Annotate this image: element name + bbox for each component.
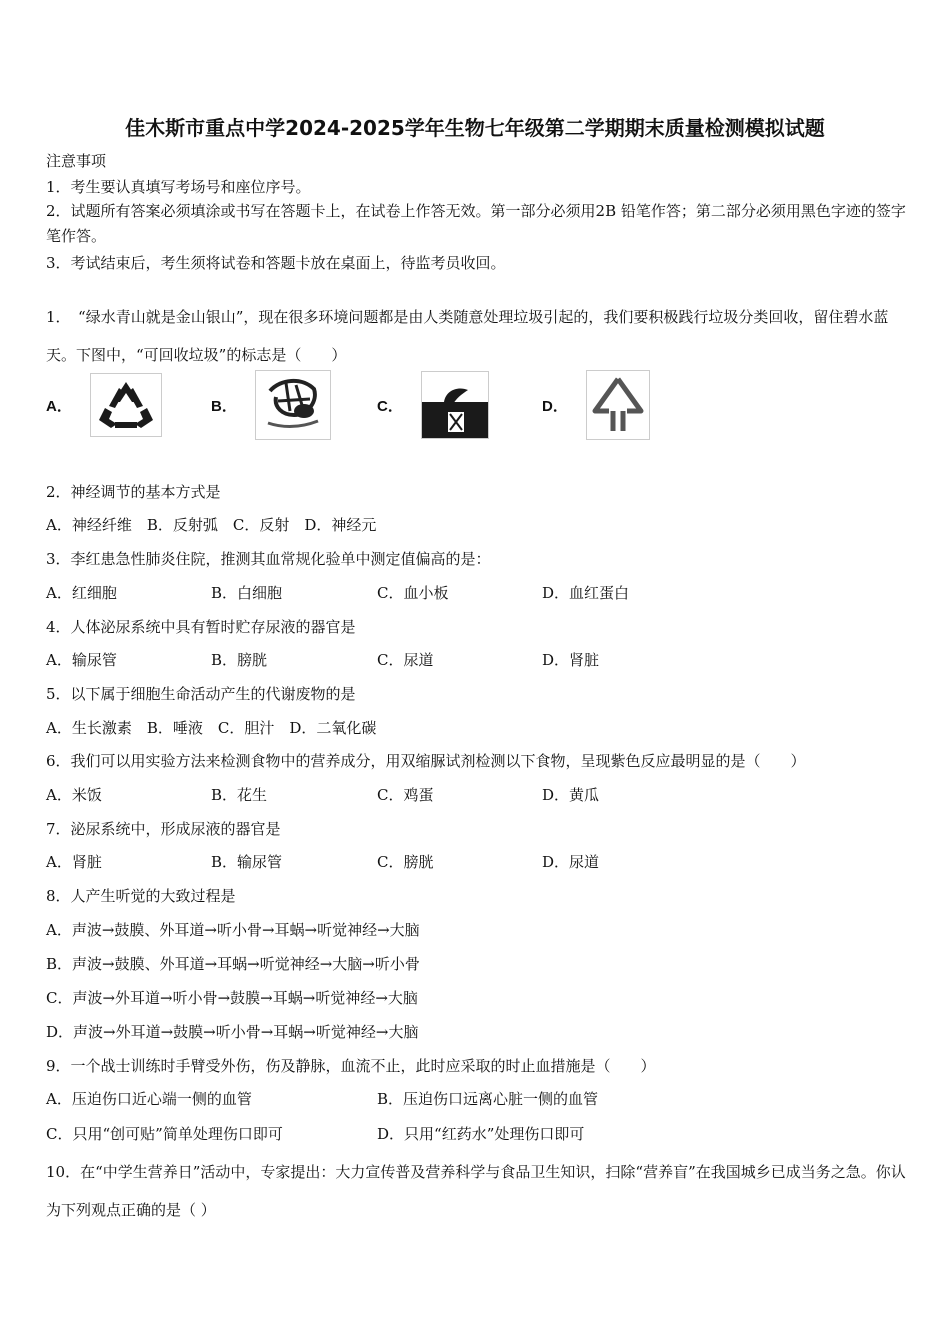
question-1-stem: 1． “绿水青山就是金山银山”，现在很多环境问题都是由人类随意处理垃圾引起的，我们要积极践行垃圾分类回收，留住碧水蓝天。下图中，“可回收垃圾”的标志是（ ） <box>46 308 889 364</box>
question-10-stem: 10．在“中学生营养日”活动中，专家提出：大力宣传普及营养科学与食品卫生知识，扫除“营养盲”在我国城乡已成当务之急。你认为下列观点正确的是（ ） <box>46 1163 906 1219</box>
question-7-option-b[interactable]: B．输尿管 <box>211 853 283 871</box>
question-9-option-c[interactable]: C．只用“创可贴”简单处理伤口即可 <box>46 1125 283 1143</box>
option-c[interactable]: C．反射 <box>232 516 290 534</box>
question-6-option-d[interactable]: D．黄瓜 <box>542 786 600 804</box>
notice-item-2: 2．试题所有答案必须填涂或书写在答题卡上，在试卷上作答无效。第一部分必须用2B 铅笔作答；第二部分必须用黑色字迹的签字笔作答。 <box>46 202 906 245</box>
question-8-option-d[interactable]: D．声波→外耳道→鼓膜→听小骨→耳蜗→听觉神经→大脑 <box>46 1023 419 1041</box>
question-6-option-b[interactable]: B．花生 <box>211 786 268 804</box>
option-a[interactable]: A．神经纤维 <box>46 516 132 534</box>
option-b[interactable]: B．反射弧 <box>146 516 218 534</box>
question-9-option-a[interactable]: A．压迫伤口近心端一侧的血管 <box>46 1090 252 1108</box>
question-8-option-a[interactable]: A．声波→鼓膜、外耳道→听小骨→耳蜗→听觉神经→大脑 <box>46 921 420 939</box>
recycle-icon <box>90 373 162 437</box>
question-6-option-c[interactable]: C．鸡蛋 <box>377 786 434 804</box>
question-1-option-d[interactable] <box>542 368 650 442</box>
question-5-stem: 5．以下属于细胞生命活动产生的代谢废物的是 <box>46 685 356 703</box>
question-2-stem: 2．神经调节的基本方式是 <box>46 483 221 501</box>
option-c[interactable]: C．胆汁 <box>217 719 275 737</box>
question-7-option-d[interactable]: D．尿道 <box>542 853 600 871</box>
question-7-option-c[interactable]: C．膀胱 <box>377 853 434 871</box>
question-4-option-d[interactable]: D．肾脏 <box>542 651 600 669</box>
option-d[interactable]: D．二氧化碳 <box>289 719 377 737</box>
question-7-option-a[interactable]: A．肾脏 <box>46 853 102 871</box>
option-label: A． <box>46 397 72 415</box>
option-label: C． <box>377 397 403 415</box>
question-3-option-a[interactable]: A．红细胞 <box>46 584 117 602</box>
option-a[interactable]: A．生长激素 <box>46 719 132 737</box>
question-1-option-b[interactable] <box>211 368 331 442</box>
question-2-options <box>46 514 376 535</box>
question-1-option-a[interactable] <box>46 368 162 442</box>
question-6-stem: 6．我们可以用实验方法来检测食物中的营养成分，用双缩脲试剂检测以下食物，呈现紫色反应最明显的是（ ） <box>46 752 806 770</box>
question-3-stem: 3．李红患急性肺炎住院，推测其血常规化验单中测定值偏高的是： <box>46 550 491 568</box>
question-4-stem: 4．人体泌尿系统中具有暂时贮存尿液的器官是 <box>46 618 356 636</box>
option-label: B． <box>211 397 237 415</box>
question-9-stem: 9．一个战士训练时手臂受外伤，伤及静脉，血流不止，此时应采取的时止血措施是（ ） <box>46 1057 656 1075</box>
hazard-symbol-icon <box>255 370 331 440</box>
option-b[interactable]: B．唾液 <box>146 719 203 737</box>
question-7-stem: 7．泌尿系统中，形成尿液的器官是 <box>46 820 281 838</box>
question-8-option-b[interactable]: B．声波→鼓膜、外耳道→耳蜗→听觉神经→大脑→听小骨 <box>46 955 420 973</box>
question-4-option-c[interactable]: C．尿道 <box>377 651 434 669</box>
tree-symbol-icon <box>586 370 650 440</box>
question-8-option-c[interactable]: C．声波→外耳道→听小骨→鼓膜→耳蜗→听觉神经→大脑 <box>46 989 418 1007</box>
question-6-option-a[interactable]: A．米饭 <box>46 786 102 804</box>
question-3-option-d[interactable]: D．血红蛋白 <box>542 584 630 602</box>
question-4-option-a[interactable]: A．输尿管 <box>46 651 117 669</box>
question-9-option-b[interactable]: B．压迫伤口远离心脏一侧的血管 <box>377 1090 599 1108</box>
question-9-option-d[interactable]: D．只用“红药水”处理伤口即可 <box>377 1125 585 1143</box>
question-5-options <box>46 717 376 738</box>
question-8-stem: 8．人产生听觉的大致过程是 <box>46 887 236 905</box>
option-label: D． <box>542 397 568 415</box>
question-1-option-c[interactable] <box>377 368 489 442</box>
page-title: 佳木斯市重点中学2024-2025学年生物七年级第二学期期末质量检测模拟试题 <box>125 116 825 140</box>
notice-item-1: 1．考生要认真填写考场号和座位序号。 <box>46 178 311 196</box>
option-d[interactable]: D．神经元 <box>304 516 377 534</box>
notice-heading: 注意事项 <box>46 152 107 170</box>
question-3-option-c[interactable]: C．血小板 <box>377 584 449 602</box>
kitchen-waste-icon <box>421 371 489 439</box>
notice-item-3: 3．考试结束后，考生须将试卷和答题卡放在桌面上，待监考员收回。 <box>46 254 506 272</box>
question-3-option-b[interactable]: B．白细胞 <box>211 584 283 602</box>
question-4-option-b[interactable]: B．膀胱 <box>211 651 268 669</box>
